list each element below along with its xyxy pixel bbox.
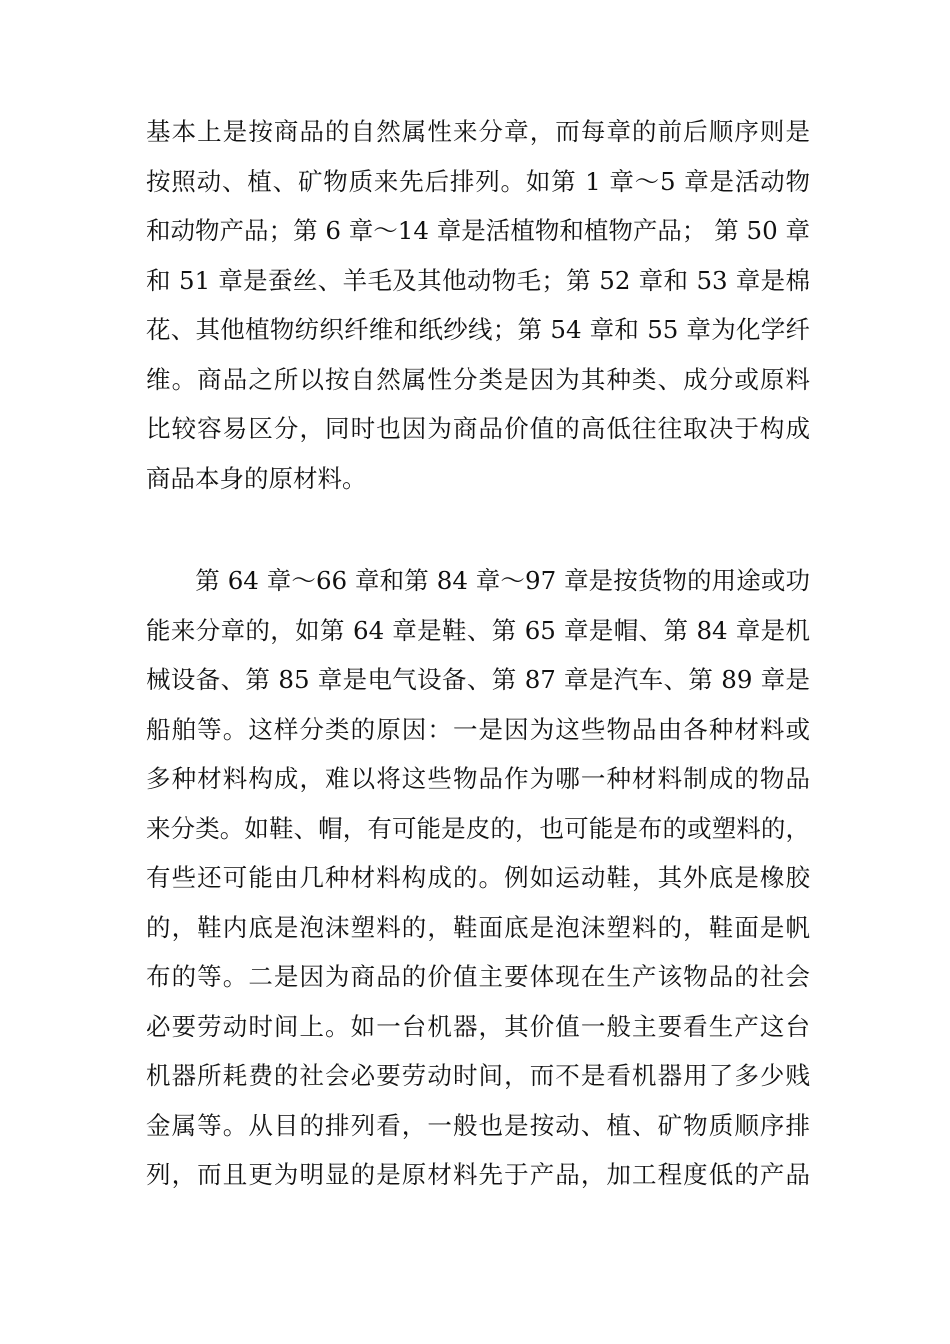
text-line: 的，鞋内底是泡沫塑料的，鞋面底是泡沫塑料的，鞋面是帆: [146, 912, 810, 942]
text-line: 能来分章的，如第 64 章是鞋、第 65 章是帽、第 84 章是机: [146, 615, 810, 645]
text-line: 来分类。如鞋、帽，有可能是皮的，也可能是布的或塑料的，: [146, 813, 810, 843]
text-line: 械设备、第 85 章是电气设备、第 87 章是汽车、第 89 章是: [146, 665, 810, 694]
paragraph-2: [146, 556, 810, 1200]
text-line: 和 51 章是蚕丝、羊毛及其他动物毛；第 52 章和 53 章是棉: [146, 265, 810, 295]
text-line: 有些还可能由几种材料构成的。例如运动鞋，其外底是橡胶: [146, 863, 810, 892]
text-line: 必要劳动时间上。如一台机器，其价值一般主要看生产这台: [146, 1011, 810, 1041]
text-line: 第 64 章～66 章和第 84 章～97 章是按货物的用途或功: [146, 566, 810, 595]
text-line: 基本上是按商品的自然属性来分章，而每章的前后顺序则是: [146, 117, 810, 146]
paragraph-1: [146, 107, 810, 503]
text-line: 按照动、植、矿物质来先后排列。如第 1 章～5 章是活动物: [146, 166, 810, 196]
text-line: 船舶等。这样分类的原因：一是因为这些物品由各种材料或: [146, 714, 810, 744]
text-line: 花、其他植物纺织纤维和纸纱线；第 54 章和 55 章为化学纤: [146, 315, 810, 344]
text-line: 布的等。二是因为商品的价值主要体现在生产该物品的社会: [146, 962, 810, 991]
text-line: 列，而且更为明显的是原材料先于产品，加工程度低的产品: [146, 1160, 810, 1189]
text-line: 商品本身的原材料。: [146, 463, 367, 493]
text-line: 维。商品之所以按自然属性分类是因为其种类、成分或原料: [146, 364, 810, 394]
text-line: 比较容易区分，同时也因为商品价值的高低往往取决于构成: [146, 414, 810, 443]
text-line: 机器所耗费的社会必要劳动时间，而不是看机器用了多少贱: [146, 1061, 810, 1090]
text-line: 金属等。从目的排列看，一般也是按动、植、矿物质顺序排: [146, 1110, 810, 1140]
text-line: 和动物产品；第 6 章～14 章是活植物和植物产品； 第 50 章: [146, 216, 810, 245]
text-line: 多种材料构成，难以将这些物品作为哪一种材料制成的物品: [146, 764, 810, 793]
